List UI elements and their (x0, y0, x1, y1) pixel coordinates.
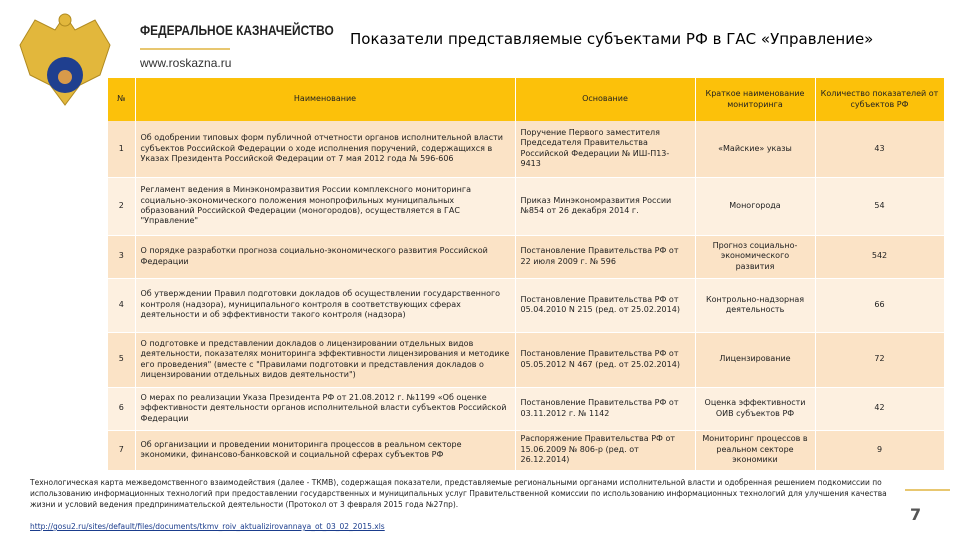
row-basis: Постановление Правительства РФ от 05.04.2010 N 215 (ред. от 25.02.2014) (515, 278, 695, 332)
row-name: О мерах по реализации Указа Президента РФ от 21.08.2012 г. №1199 «Об оценке эффективности деятельности органов исполнительной власти субъектов Российской Федерации (135, 387, 515, 430)
table-row (108, 177, 944, 235)
footnote: Технологическая карта межведомственного взаимодействия (далее - ТКМВ), содержащая показатели, представляемые региональными органами исполнительной власти и одобренная решением подкомиссии по использованию информационных технологий при предоставлении государственных и муниципальных услуг Правительственной комиссии по использованию информационных технологий для улучшения качества жизни и условий ведения предпринимательской деятельности (Протокол от 3 февраля 2015 года №27пр). (30, 478, 887, 509)
indicators-table (108, 78, 945, 471)
table-row (108, 430, 944, 470)
col-count: Количество показателей от субъектов РФ (815, 78, 944, 121)
table-header (108, 78, 944, 121)
row-short-name: Оценка эффективности ОИВ субъектов РФ (695, 387, 815, 430)
row-short-name: «Майские» указы (695, 121, 815, 177)
table-row (108, 235, 944, 278)
row-number: 3 (108, 235, 135, 278)
row-basis: Постановление Правительства РФ от 05.05.2012 N 467 (ред. от 25.02.2014) (515, 332, 695, 387)
row-count: 9 (815, 430, 944, 470)
row-basis: Распоряжение Правительства РФ от 15.06.2009 № 806-р (ред. от 26.12.2014) (515, 430, 695, 470)
col-name: Наименование (135, 78, 515, 121)
row-count: 72 (815, 332, 944, 387)
row-name: О подготовке и представлении докладов о лицензировании отдельных видов деятельности, показателях мониторинга эффективности лицензирования и методике его проведения" (вместе с "Правилами подготовки и представления докладов о лицензировании отдельных видов деятельности") (135, 332, 515, 387)
row-name: Об утверждении Правил подготовки докладов об осуществлении государственного контроля (надзора), муниципального контроля в соответствующих сферах деятельности и об эффективности такого контроля (надзора) (135, 278, 515, 332)
row-basis: Постановление Правительства РФ от 03.11.2012 г. № 1142 (515, 387, 695, 430)
row-basis: Постановление Правительства РФ от 22 июля 2009 г. № 596 (515, 235, 695, 278)
website-label: www.roskazna.ru (140, 56, 232, 70)
row-number: 7 (108, 430, 135, 470)
row-number: 5 (108, 332, 135, 387)
row-short-name: Мониторинг процессов в реальном секторе экономики (695, 430, 815, 470)
row-short-name: Лицензирование (695, 332, 815, 387)
table-row (108, 278, 944, 332)
row-name: О порядке разработки прогноза социально-экономического развития Российской Федерации (135, 235, 515, 278)
table-row (108, 387, 944, 430)
row-number: 1 (108, 121, 135, 177)
divider (140, 48, 230, 50)
row-number: 6 (108, 387, 135, 430)
row-name: Об организации и проведении мониторинга процессов в реальном секторе экономики, финансово-банковской и социальной сферах субъектов РФ (135, 430, 515, 470)
row-count: 43 (815, 121, 944, 177)
source-link[interactable]: http://gosu2.ru/sites/default/files/documents/tkmv_roiv_aktualizirovannaya_ot_03_02_2015.xls (30, 522, 385, 531)
table-row (108, 121, 944, 177)
page-number: 7 (910, 505, 922, 524)
row-short-name: Прогноз социально-экономического развития (695, 235, 815, 278)
col-short-name: Краткое наименование мониторинга (695, 78, 815, 121)
row-name: Регламент ведения в Минэкономразвития России комплексного мониторинга социально-экономического положения монопрофильных муниципальных образований Российской Федерации (моногородов), осуществляется в ГАС "Управление" (135, 177, 515, 235)
row-short-name: Контрольно-надзорная деятельность (695, 278, 815, 332)
org-name: ФЕДЕРАЛЬНОЕ КАЗНАЧЕЙСТВО (140, 22, 334, 38)
row-basis: Поручение Первого заместителя Председателя Правительства Российской Федерации № ИШ-П13-9413 (515, 121, 695, 177)
row-count: 42 (815, 387, 944, 430)
divider (905, 489, 950, 491)
table-row (108, 332, 944, 387)
row-short-name: Моногорода (695, 177, 815, 235)
row-number: 4 (108, 278, 135, 332)
col-number: № (108, 78, 135, 121)
row-basis: Приказ Минэкономразвития России №854 от 26 декабря 2014 г. (515, 177, 695, 235)
col-basis: Основание (515, 78, 695, 121)
row-count: 54 (815, 177, 944, 235)
row-count: 66 (815, 278, 944, 332)
double-headed-eagle-emblem-icon (15, 5, 115, 115)
row-count: 542 (815, 235, 944, 278)
page-title: Показатели представляемые субъектами РФ в ГАС «Управление» (350, 30, 874, 48)
row-name: Об одобрении типовых форм публичной отчетности органов исполнительной власти субъектов Российской Федерации о ходе исполнения поручений, содержащихся в Указах Президента Российской Федерации от 7 мая 2012 года № 596-606 (135, 121, 515, 177)
row-number: 2 (108, 177, 135, 235)
